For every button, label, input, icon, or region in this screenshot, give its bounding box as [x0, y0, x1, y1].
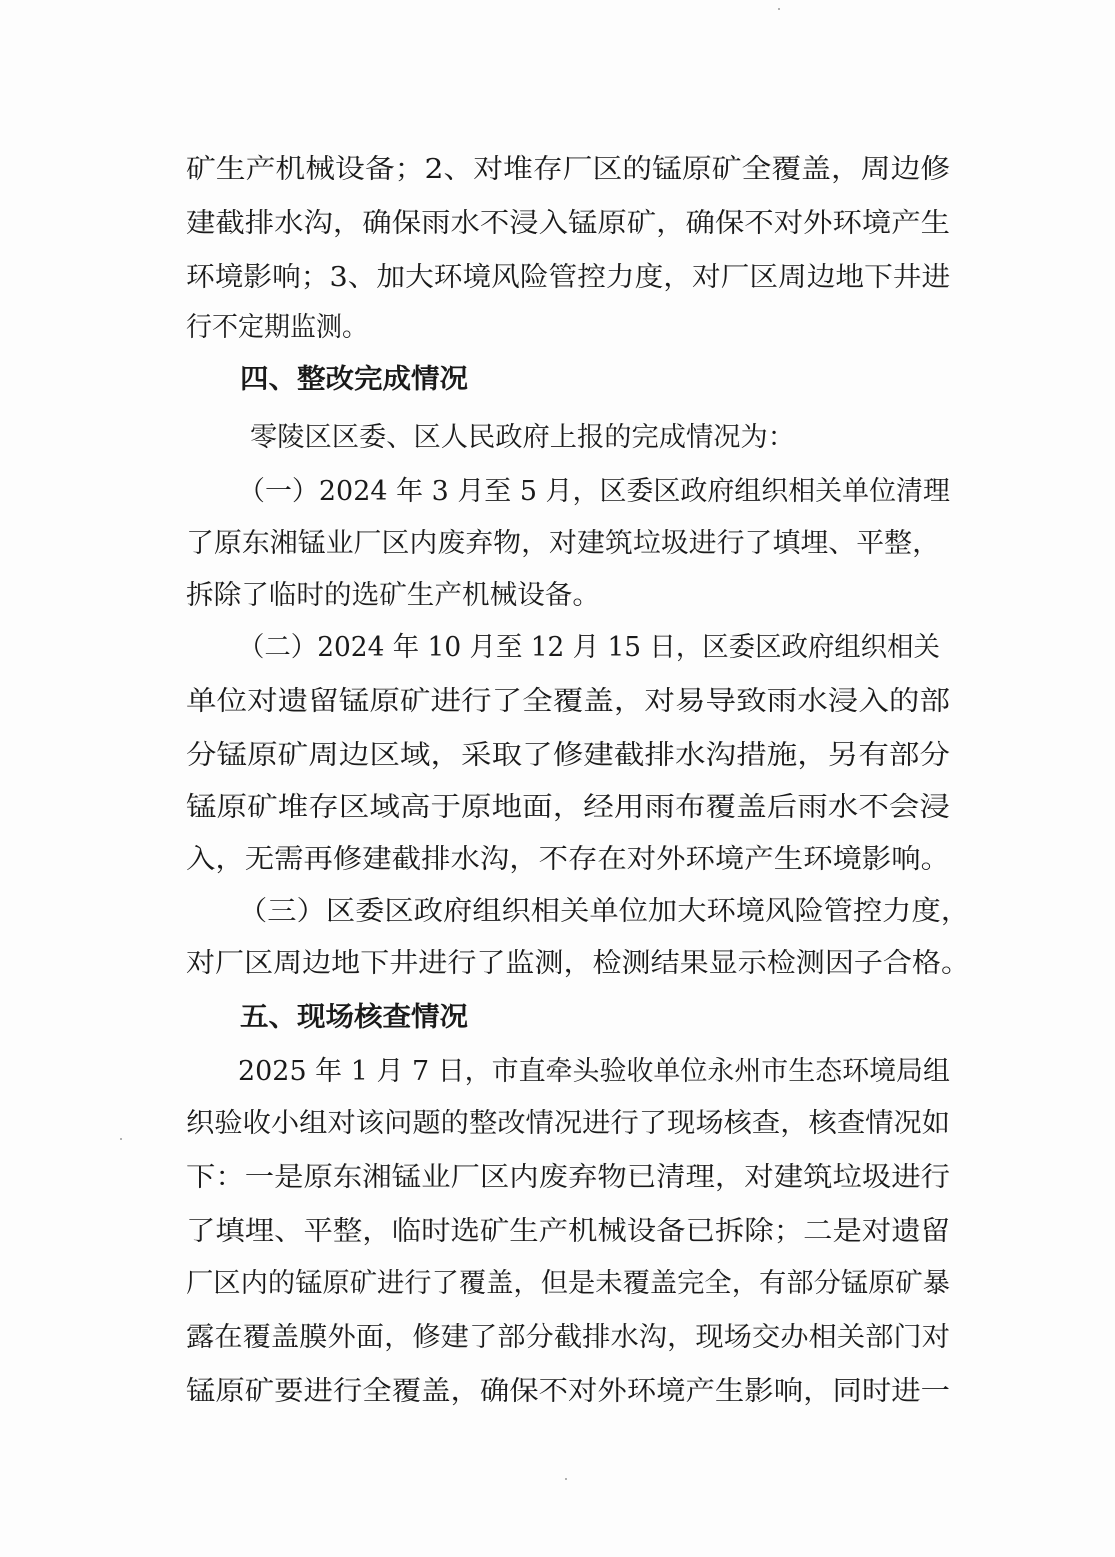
body-line: 矿生产机械设备；2、对堆存厂区的锰原矿全覆盖，周边修	[186, 154, 951, 185]
body-line: 锰原矿堆存区域高于原地面，经用雨布覆盖后雨水不会浸	[186, 792, 950, 823]
body-line: 2025 年 1 月 7 日，市直牵头验收单位永州市生态环境局组	[238, 1056, 950, 1087]
body-line: 下：一是原东湘锰业厂区内废弃物已清理，对建筑垃圾进行	[186, 1162, 950, 1193]
body-line: 单位对遗留锰原矿进行了全覆盖，对易导致雨水浸入的部	[186, 686, 950, 717]
section-heading: 四、整改完成情况	[240, 364, 468, 395]
body-line: 锰原矿要进行全覆盖，确保不对外环境产生影响，同时进一	[186, 1376, 950, 1407]
body-line: 入，无需再修建截排水沟，不存在对外环境产生环境影响。	[186, 844, 950, 875]
body-line: 建截排水沟，确保雨水不浸入锰原矿，确保不对外环境产生	[186, 208, 950, 239]
body-line: 厂区内的锰原矿进行了覆盖，但是未覆盖完全，有部分锰原矿暴	[186, 1268, 950, 1299]
body-line: 环境影响；3、加大环境风险管控力度，对厂区周边地下井进	[186, 262, 951, 293]
body-line: 了填埋、平整，临时选矿生产机械设备已拆除；二是对遗留	[186, 1216, 950, 1247]
body-line: 拆除了临时的选矿生产机械设备。	[186, 580, 600, 611]
section-heading: 五、现场核查情况	[240, 1002, 468, 1033]
body-line: 织验收小组对该问题的整改情况进行了现场核查，核查情况如	[186, 1108, 950, 1139]
body-line: （二）2024 年 10 月至 12 月 15 日，区委区政府组织相关	[238, 632, 940, 663]
body-line: （一）2024 年 3 月至 5 月，区委区政府组织相关单位清理	[238, 476, 950, 507]
scan-speck	[120, 1138, 122, 1140]
body-line: 分锰原矿周边区域，采取了修建截排水沟措施，另有部分	[186, 740, 950, 771]
body-line: 露在覆盖膜外面，修建了部分截排水沟，现场交办相关部门对	[186, 1322, 950, 1353]
body-line: 了原东湘锰业厂区内废弃物，对建筑垃圾进行了填埋、平整，	[186, 528, 940, 559]
scan-speck	[565, 1478, 567, 1480]
body-line: （三）区委区政府组织相关单位加大环境风险管控力度，	[238, 896, 970, 927]
scan-speck	[778, 8, 780, 10]
body-line: 行不定期监测。	[186, 312, 368, 343]
body-line: 零陵区区委、区人民政府上报的完成情况为：	[250, 422, 795, 453]
body-line: 对厂区周边地下井进行了监测，检测结果显示检测因子合格。	[186, 948, 970, 979]
